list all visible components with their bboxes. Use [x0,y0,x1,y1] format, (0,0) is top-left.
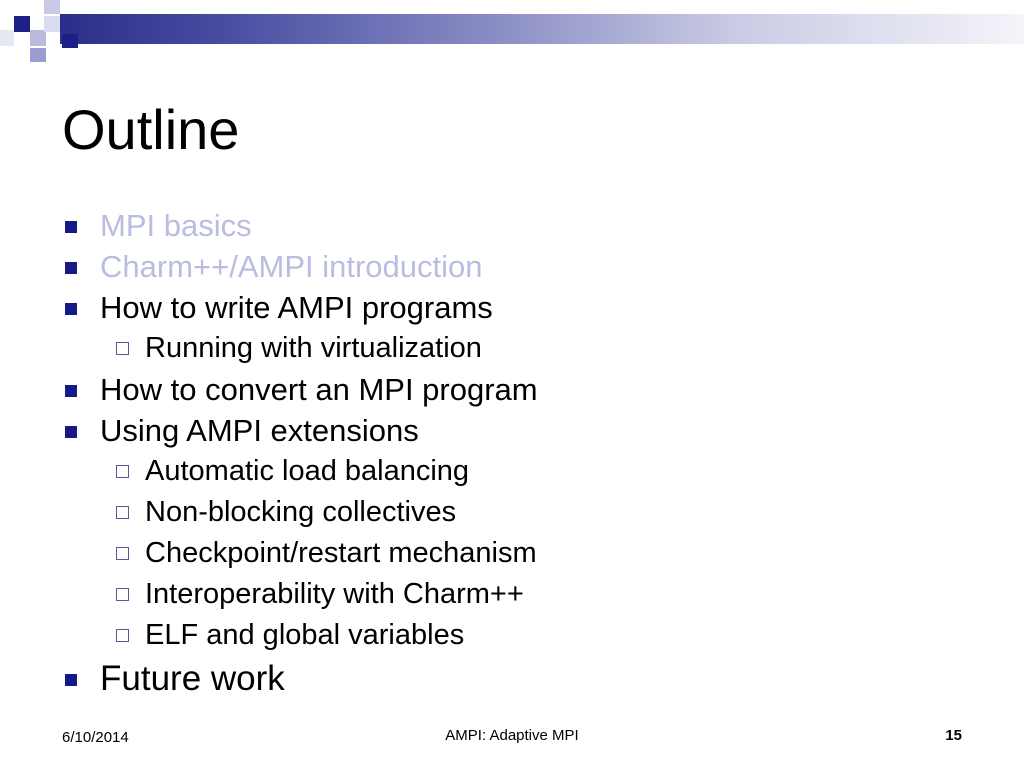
outline-subitem [62,533,962,574]
hollow-box-bullet-icon [116,342,129,355]
header-gradient-bar [60,14,1024,44]
header-square-decoration [0,30,14,46]
slide-title: Outline [62,98,240,161]
outline-subitem [62,492,962,533]
outline-subitem-text: Running with virtualization [145,332,482,364]
outline-item [62,246,962,287]
outline-item [62,656,962,702]
outline-subitem-text: ELF and global variables [145,619,465,651]
outline-subitem-text: Non-blocking collectives [145,496,457,528]
square-bullet-icon [65,385,77,397]
outline-item-text: Using AMPI extensions [100,413,419,448]
outline-subitem-text: Automatic load balancing [145,455,470,487]
outline-subitem [62,328,962,369]
outline-item [62,410,962,451]
outline-list [62,205,962,702]
hollow-box-bullet-icon [116,465,129,478]
hollow-box-bullet-icon [116,629,129,642]
outline-subitem-text: Interoperability with Charm++ [145,578,524,610]
square-bullet-icon [65,426,77,438]
square-bullet-icon [65,674,77,686]
hollow-box-bullet-icon [116,547,129,560]
footer-date: 6/10/2014 [62,729,129,746]
header-square-decoration [14,16,30,32]
outline-item-text: Charm++/AMPI introduction [100,249,483,284]
header-square-decoration [30,30,46,46]
outline-item [62,369,962,410]
outline-subitem [62,574,962,615]
outline-subitem [62,615,962,656]
square-bullet-icon [65,221,77,233]
hollow-box-bullet-icon [116,506,129,519]
outline-subitem-text: Checkpoint/restart mechanism [145,537,537,569]
header-square-decoration [62,34,78,48]
outline-item-text: How to convert an MPI program [100,372,538,407]
outline-subitem [62,451,962,492]
outline-item-text: Future work [100,659,285,698]
header-square-decoration [44,0,60,14]
square-bullet-icon [65,303,77,315]
header-square-decoration [44,16,60,32]
outline-item [62,205,962,246]
page-number: 15 [945,727,962,744]
footer-title: AMPI: Adaptive MPI [445,727,579,744]
outline-item-text: MPI basics [100,208,252,243]
square-bullet-icon [65,262,77,274]
header-square-decoration [30,48,46,62]
outline-item [62,287,962,328]
outline-item-text: How to write AMPI programs [100,290,493,325]
hollow-box-bullet-icon [116,588,129,601]
